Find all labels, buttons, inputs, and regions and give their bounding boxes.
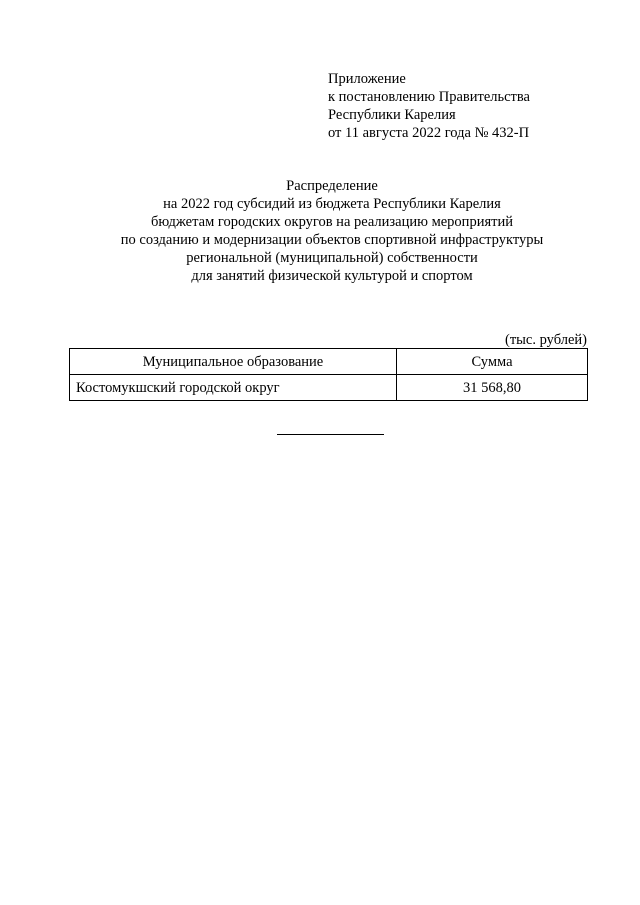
table-row [70,375,588,401]
title-line: бюджетам городских округов на реализацию мероприятий [151,214,513,230]
appendix-line: Республики Карелия [328,107,456,123]
title-line: Распределение [286,178,378,194]
appendix-line: Приложение [328,71,406,87]
cell-municipality: Костомукшский городской округ [70,375,397,401]
appendix-line: от 11 августа 2022 года № 432-П [328,125,530,141]
title-line: на 2022 год субсидий из бюджета Республики Карелия [163,196,501,212]
document-title [0,177,640,285]
appendix-line: к постановлению Правительства [328,89,530,105]
table-header-row [70,349,588,375]
title-line: региональной (муниципальной) собственности [186,250,478,266]
units-label: (тыс. рублей) [505,332,587,348]
cell-sum: 31 568,80 [397,375,588,401]
end-divider [277,434,384,435]
appendix-header [328,70,628,142]
header-municipality: Муниципальное образование [70,349,397,375]
title-line: по созданию и модернизации объектов спортивной инфраструктуры [120,232,544,248]
header-sum: Сумма [397,349,588,375]
distribution-table [69,348,588,401]
title-line: для занятий физической культурой и спортом [191,268,473,284]
